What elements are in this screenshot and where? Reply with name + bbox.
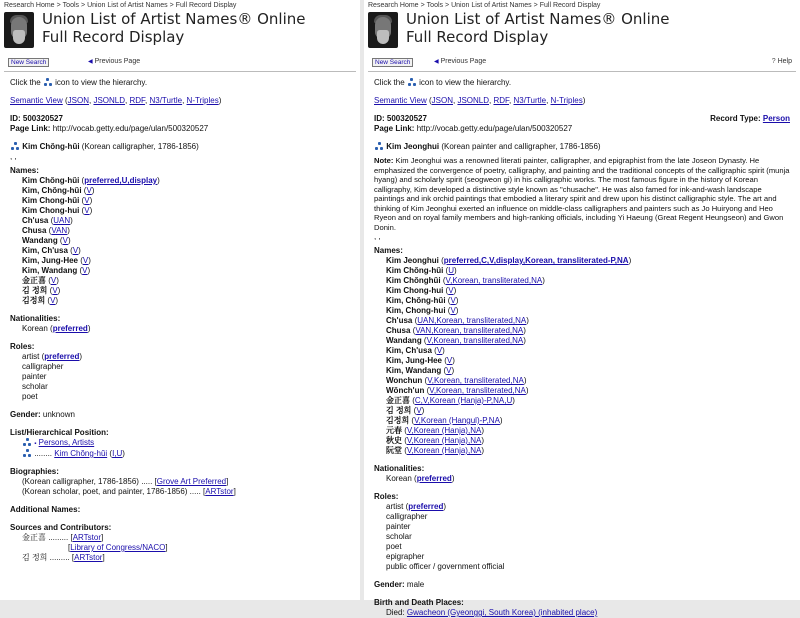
breadcrumb-research-home[interactable]: Research Home [368, 2, 419, 9]
name-entry: Wonchun (V,Korean, transliterated,NA) [386, 376, 527, 385]
artstor-link[interactable]: ARTstor [205, 487, 234, 496]
hierarchy-icon[interactable] [23, 449, 31, 457]
name-text: 金正喜 [386, 396, 410, 405]
breadcrumb [0, 0, 360, 10]
name-flags-link[interactable]: V [86, 186, 92, 195]
name-text: 김정희 [386, 416, 410, 425]
name-entry: Kim, Ch'usa (V) [22, 246, 81, 255]
previous-page-label: Previous Page [440, 58, 487, 65]
name-flags-link[interactable]: V [52, 286, 58, 295]
hint-text: icon to view the hierarchy. [419, 78, 512, 87]
name-text: Kim Chong-hui [386, 286, 444, 295]
name-flags-link[interactable]: preferred,C,V,display,Korean, transliterated-P,NA [443, 256, 629, 265]
roles-label: Roles: [10, 342, 35, 351]
role-item [374, 552, 790, 562]
name-flags-link[interactable]: V [50, 276, 57, 285]
hierarchy-hint [374, 78, 790, 88]
new-search-button[interactable]: New Search [372, 58, 413, 67]
name-entry: Wandang (V) [22, 236, 71, 245]
name-flags-link[interactable]: V [416, 406, 422, 415]
name-text: Kim, Chŏng-hŭi [386, 296, 446, 305]
jsonld-link[interactable]: JSONLD [457, 96, 490, 105]
name-text: Wŏnch'un [386, 386, 425, 395]
name-entry: 김 정희 (V) [386, 406, 425, 415]
right-record-panel [364, 0, 800, 617]
role-item: artist (preferred) [386, 502, 447, 511]
semantic-view-links: Semantic View (JSON, JSONLD, RDF, N3/Turtle, N-Triples) [374, 96, 586, 105]
hierarchy-icon[interactable] [375, 142, 383, 150]
role-text: poet [386, 542, 402, 551]
preferred-flag-link[interactable]: preferred [416, 474, 452, 483]
breadcrumb-ulan[interactable]: Union List of Artist Names [451, 2, 532, 9]
name-flags-link[interactable]: UAN [53, 216, 71, 225]
role-text: scholar [386, 532, 412, 541]
name-text: Ch'usa [386, 316, 413, 325]
name-entry: Kim, Ch'usa (V) [386, 346, 445, 355]
preferred-flag-link[interactable]: preferred [52, 324, 88, 333]
record-content [0, 72, 360, 563]
source-link[interactable]: ARTstor [72, 533, 102, 542]
name-entry: Kim Chŏnghŭi (V,Korean, transliterated,NA) [386, 276, 545, 285]
source-dots: ......... [49, 553, 70, 562]
name-flags-link[interactable]: V [446, 356, 453, 365]
hierarchy-icon[interactable] [23, 438, 31, 446]
role-text: painter [386, 522, 411, 531]
page-link-value[interactable]: http://vocab.getty.edu/page/ulan/500320527 [52, 124, 209, 133]
previous-page-link[interactable] [88, 58, 140, 65]
name-flags-link[interactable]: V,Korean (Hanja),NA [406, 446, 482, 455]
name-text: 김 정희 [386, 406, 412, 415]
gender-label: Gender: [10, 410, 41, 419]
nationality-value: Korean [386, 474, 412, 483]
source-name: 金正喜 [22, 533, 46, 542]
name-text: Wandang [22, 236, 58, 245]
name-text: Kim, Ch'usa [386, 346, 432, 355]
name-flags-link[interactable]: C,V,Korean (Hanja)-P,NA,U [414, 396, 513, 405]
id-label: ID: [10, 114, 21, 123]
name-flags-link[interactable]: VAN [51, 226, 68, 235]
name-flags-link[interactable]: V [84, 196, 90, 205]
hierarchy-name-link[interactable]: Kim Chŏng-hŭi [54, 449, 108, 458]
name-text: Kim, Ch'usa [22, 246, 68, 255]
heading-name: Kim Jeonghui [386, 142, 440, 151]
name-text: Kim Chŏng-hŭi [22, 176, 80, 185]
source-link[interactable]: Library of Congress/NACO [70, 543, 166, 552]
source-link[interactable]: ARTstor [74, 553, 103, 562]
name-flags-link[interactable]: VAN,Korean, transliterated,NA [415, 326, 524, 335]
role-text: calligrapher [22, 362, 64, 371]
breadcrumb-tools[interactable]: Tools [426, 2, 444, 9]
name-text: Kim, Jung-Hee [386, 356, 443, 365]
hierarchy-row-2: ........ Kim Chŏng-hŭi (I,U) [10, 449, 350, 459]
heading-description: (Korean painter and calligrapher, 1786-1856) [441, 142, 601, 151]
page-subtitle: Full Record Display [42, 28, 185, 46]
name-entry: Kim, Wandang (V) [22, 266, 91, 275]
record-heading [374, 142, 790, 152]
name-text: Kim, Wandang [22, 266, 78, 275]
name-flags-link[interactable]: V [448, 286, 454, 295]
name-flags-link[interactable]: V,Korean (Hanja),NA [406, 426, 482, 435]
left-record-panel [0, 0, 360, 600]
name-entry: Wŏnch'un (V,Korean, transliterated,NA) [386, 386, 529, 395]
role-text: scholar [22, 382, 48, 391]
died-place [374, 608, 790, 618]
note-label: Note: [374, 156, 394, 165]
name-entry: Ch'usa (UAN,Korean, transliterated,NA) [386, 316, 529, 325]
biography-text: (Korean scholar, poet, and painter, 1786-1856) ..... [22, 487, 201, 496]
name-text: Wonchun [386, 376, 423, 385]
name-entry: 金正喜 (V) [22, 276, 59, 285]
name-flags-link[interactable]: UAN,Korean, transliterated,NA [417, 316, 527, 325]
name-entry: Kim, Chong-hui (V) [386, 306, 459, 315]
name-flags-link[interactable]: V [62, 236, 68, 245]
name-entry: 김정희 (V,Korean (Hangul)-P,NA) [386, 416, 503, 425]
page-header [364, 10, 800, 52]
record-type [710, 114, 790, 124]
page-title: Union List of Artist Names® Online [42, 10, 306, 28]
name-text: Kim, Jung-Hee [22, 256, 79, 265]
breadcrumb-separator: > [56, 2, 61, 9]
hint-text: Click the [374, 78, 405, 87]
role-item: artist (preferred) [22, 352, 83, 361]
role-text: public officer / government official [386, 562, 505, 571]
id-value: 500320527 [386, 114, 427, 123]
breadcrumb-separator: > [169, 2, 174, 9]
name-entry: Kim Chŏng-hŭi (U) [386, 266, 457, 275]
record-type-link[interactable]: Person [762, 114, 790, 123]
name-entry: Kim, Jung-Hee (V) [22, 256, 91, 265]
page-header [0, 10, 360, 52]
json-link[interactable]: JSON [431, 96, 453, 105]
name-flags-link[interactable]: V [450, 306, 456, 315]
record-content [364, 72, 800, 618]
role-item [10, 362, 350, 372]
hierarchy-dots: ........ [34, 449, 53, 458]
role-item [10, 392, 350, 402]
role-text: epigrapher [386, 552, 425, 561]
name-entry: Kim Chong-hŭi (V) [22, 196, 93, 205]
heading-name: Kim Chŏng-hŭi [22, 142, 80, 151]
rdf-link[interactable]: RDF [129, 96, 146, 105]
role-item [10, 382, 350, 392]
getty-logo-icon [368, 12, 398, 48]
breadcrumb-separator: > [81, 2, 86, 9]
gender-value: male [406, 580, 425, 589]
name-flags-link[interactable]: V [50, 296, 56, 305]
name-entry: Kim, Jung-Hee (V) [386, 356, 455, 365]
names-label: Names: [10, 166, 39, 175]
n3-turtle-link[interactable]: N3/Turtle [149, 96, 183, 105]
biography-item: (Korean scholar, poet, and painter, 1786-1856) ..... [ARTstor] [22, 487, 236, 496]
n-triples-link[interactable]: N-Triples [186, 96, 219, 105]
name-text: Chusa [22, 226, 47, 235]
sources-label: Sources and Contributors: [10, 523, 112, 532]
biographies-label: Biographies: [10, 467, 59, 476]
name-flags-link[interactable]: V [82, 256, 89, 265]
breadcrumb-ulan[interactable]: Union List of Artist Names [87, 2, 168, 9]
toolbar [368, 52, 796, 72]
role-text: artist [386, 502, 404, 511]
id-label: ID: [374, 114, 385, 123]
roles-label: Roles: [374, 492, 399, 501]
getty-logo-icon [4, 12, 34, 48]
note-separator: , , [374, 232, 381, 241]
page-title: Union List of Artist Names® Online [406, 10, 670, 28]
name-flags-link[interactable]: V,Korean (Hanja),NA [406, 436, 482, 445]
name-text: Wandang [386, 336, 422, 345]
nationalities-label: Nationalities: [10, 314, 61, 323]
name-flags-link[interactable]: preferred,U,display [84, 176, 158, 185]
breadcrumb [364, 0, 800, 10]
name-text: 김 정희 [22, 286, 48, 295]
jsonld-link[interactable]: JSONLD [93, 96, 126, 105]
arrow-left-icon: ◀ [434, 59, 439, 65]
gender-label: Gender: [374, 580, 405, 589]
name-text: 김정희 [22, 296, 46, 305]
name-text: Kim, Chŏng-hŭi [22, 186, 82, 195]
role-item [374, 532, 790, 542]
source-name: 김 정희 [22, 553, 48, 562]
arrow-left-icon: ◀ [88, 59, 93, 65]
name-entry: 김정희 (V) [22, 296, 59, 305]
died-place-link[interactable]: Gwacheon (Gyeonggi, South Korea) (inhabited place) [406, 608, 598, 617]
birth-death-label: Birth and Death Places: [374, 598, 464, 607]
name-text: Chusa [386, 326, 411, 335]
caret-icon: ▪ [34, 441, 37, 447]
hierarchy-icon[interactable] [11, 142, 19, 150]
name-text: Kim Jeonghui [386, 256, 439, 265]
role-text: poet [22, 392, 38, 401]
hierarchy-hint [10, 78, 350, 88]
preferred-flag-link[interactable]: preferred [408, 502, 444, 511]
breadcrumb-full-record: Full Record Display [539, 2, 601, 9]
died-label: Died: [386, 608, 405, 617]
name-flags-link[interactable]: V [82, 266, 88, 275]
name-flags-link[interactable]: V,Korean, transliterated,NA [427, 376, 524, 385]
roles-list [10, 352, 350, 402]
breadcrumb-full-record: Full Record Display [175, 2, 237, 9]
name-text: Kim, Chong-hui [386, 306, 446, 315]
role-item [10, 372, 350, 382]
name-entry: Wandang (V,Korean, transliterated,NA) [386, 336, 526, 345]
roles-list [374, 502, 790, 572]
hierarchical-position-label: List/Hierarchical Position: [10, 428, 109, 437]
semantic-view-links: Semantic View (JSON, JSONLD, RDF, N3/Turtle, N-Triples) [10, 96, 222, 105]
name-entry: Ch'usa (UAN) [22, 216, 73, 225]
role-item [374, 562, 790, 572]
id-value: 500320527 [22, 114, 63, 123]
new-search-button[interactable]: New Search [8, 58, 49, 67]
hint-text: Click the [10, 78, 41, 87]
name-entry: 元春 (V,Korean (Hanja),NA) [386, 426, 484, 435]
json-link[interactable]: JSON [67, 96, 89, 105]
hint-text: icon to view the hierarchy. [55, 78, 148, 87]
breadcrumb-research-home[interactable]: Research Home [4, 2, 55, 9]
name-flags-link[interactable]: V,Korean, transliterated,NA [429, 386, 526, 395]
name-text: Kim Chong-hui [22, 206, 80, 215]
role-item [374, 512, 790, 522]
name-entry: 阮堂 (V,Korean (Hanja),NA) [386, 446, 484, 455]
breadcrumb-separator: > [420, 2, 425, 9]
name-text: Kim Chŏng-hŭi [386, 266, 444, 275]
additional-names-label: Additional Names: [10, 505, 81, 514]
name-entry: Chusa (VAN,Korean, transliterated,NA) [386, 326, 526, 335]
grove-art-link[interactable]: Grove Art Preferred [156, 477, 227, 486]
page-link-value[interactable]: http://vocab.getty.edu/page/ulan/500320527 [416, 124, 573, 133]
name-entry: Kim Jeonghui (preferred,C,V,display,Korean, transliterated-P,NA) [386, 256, 632, 265]
role-item [374, 522, 790, 532]
n3-turtle-link[interactable]: N3/Turtle [513, 96, 547, 105]
help-icon: ? [771, 58, 776, 65]
hierarchy-icon [408, 78, 416, 86]
heading-separator: , , [10, 152, 17, 161]
breadcrumb-separator: > [445, 2, 450, 9]
name-entry: 金正喜 (C,V,Korean (Hanja)-P,NA,U) [386, 396, 515, 405]
record-heading [10, 142, 350, 152]
toolbar [4, 52, 356, 72]
page-link-label: Page Link: [10, 124, 51, 133]
help-link[interactable] [772, 58, 792, 65]
breadcrumb-separator: > [533, 2, 538, 9]
source-item: 金正喜 ......... [ARTstor] [22, 533, 104, 542]
name-entry: Kim Chong-hui (V) [386, 286, 457, 295]
name-flags-link[interactable]: V [446, 366, 452, 375]
names-label: Names: [374, 246, 403, 255]
name-flags-link[interactable]: V [84, 206, 90, 215]
previous-page-link[interactable] [434, 58, 486, 65]
names-list [374, 256, 790, 456]
name-flags-link[interactable]: V,Korean, transliterated,NA [445, 276, 543, 285]
name-entry: Kim, Chŏng-hŭi (V) [22, 186, 95, 195]
name-text: 秋史 [386, 436, 402, 445]
persons-artists-link[interactable]: Persons, Artists [38, 438, 95, 447]
name-flags-link[interactable]: V [436, 346, 443, 355]
name-text: Kim Chŏnghŭi [386, 276, 441, 285]
nationalities-label: Nationalities: [374, 464, 425, 473]
name-text: 阮堂 [386, 446, 402, 455]
names-list [10, 176, 350, 306]
name-text: 元春 [386, 426, 402, 435]
source-item: [Library of Congress/NACO] [68, 543, 168, 552]
note-paragraph [374, 156, 790, 232]
hierarchy-row-1 [10, 438, 350, 449]
previous-page-label: Previous Page [94, 58, 141, 65]
role-item [374, 542, 790, 552]
semantic-view-link[interactable]: Semantic View [10, 96, 63, 105]
name-entry: 김 정희 (V) [22, 286, 61, 295]
rdf-link[interactable]: RDF [493, 96, 510, 105]
role-text: painter [22, 372, 47, 381]
preferred-flag-link[interactable]: preferred [44, 352, 80, 361]
name-flags-link[interactable]: V [72, 246, 79, 255]
name-text: Kim, Wandang [386, 366, 442, 375]
role-text: calligrapher [386, 512, 428, 521]
biography-item: (Korean calligrapher, 1786-1856) ..... [Grove Art Preferred] [22, 477, 229, 486]
note-text: Kim Jeonghui was a renowned literati painter, calligrapher, and epigraphist from the late Joseon Dynasty. He emphasized the convergence of poetry, calligraphy, and painting and the traditional concepts of the calligraphic spirit (munja hyang) and scholarly spirit (seogweon gi) in his calligraphic works. The most famous figure in the history of Korean calligraphy, Kim developed a distinctive style known as "chusache". He was also famed for ink-and-wash landscape paintings and ink orchid paintings that embodied a literary spirit and drew upon his distinct calligraphic style. The art and thinking of Kim Jeonghui exerted an influence on middle-class calligraphers and painters such as Jo Huiryong and Heo Ryeon and on royal family members and high-ranking officials, including Yi Haeung (Great Regent Heungseon) and Gwon Donin. [374, 156, 790, 232]
name-flags-link[interactable]: V [450, 296, 456, 305]
name-entry: Kim, Wandang (V) [386, 366, 455, 375]
name-entry: Kim Chŏng-hŭi (preferred,U,display) [22, 176, 160, 185]
name-entry: 秋史 (V,Korean (Hanja),NA) [386, 436, 484, 445]
name-entry: Kim, Chŏng-hŭi (V) [386, 296, 459, 305]
n-triples-link[interactable]: N-Triples [550, 96, 583, 105]
biography-text: (Korean calligrapher, 1786-1856) ..... [22, 477, 153, 486]
name-text: Kim Chong-hŭi [22, 196, 80, 205]
hierarchy-icon [44, 78, 52, 86]
nationality-item: Korean (preferred) [22, 324, 91, 333]
name-entry: Chusa (VAN) [22, 226, 70, 235]
role-text: artist [22, 352, 40, 361]
name-text: Ch'usa [22, 216, 49, 225]
breadcrumb-tools[interactable]: Tools [62, 2, 80, 9]
source-item: 김 정희 ......... [ARTstor] [22, 553, 105, 562]
name-flags-link[interactable]: U [448, 266, 454, 275]
help-label: Help [777, 58, 792, 65]
page-link-label: Page Link: [374, 124, 415, 133]
source-dots: ......... [48, 533, 69, 542]
heading-description: (Korean calligrapher, 1786-1856) [81, 142, 199, 151]
name-entry: Kim Chong-hui (V) [22, 206, 93, 215]
nationality-item: Korean (preferred) [386, 474, 455, 483]
name-text: 金正喜 [22, 276, 46, 285]
hierarchy-flag-link[interactable]: I,U [112, 449, 123, 458]
record-type-label: Record Type: [710, 114, 761, 123]
name-flags-link[interactable]: V,Korean, transliterated,NA [426, 336, 524, 345]
nationality-value: Korean [22, 324, 48, 333]
page-subtitle: Full Record Display [406, 28, 549, 46]
name-flags-link[interactable]: V,Korean (Hangul)-P,NA [414, 416, 500, 425]
semantic-view-link[interactable]: Semantic View [374, 96, 427, 105]
gender-value: unknown [42, 410, 75, 419]
